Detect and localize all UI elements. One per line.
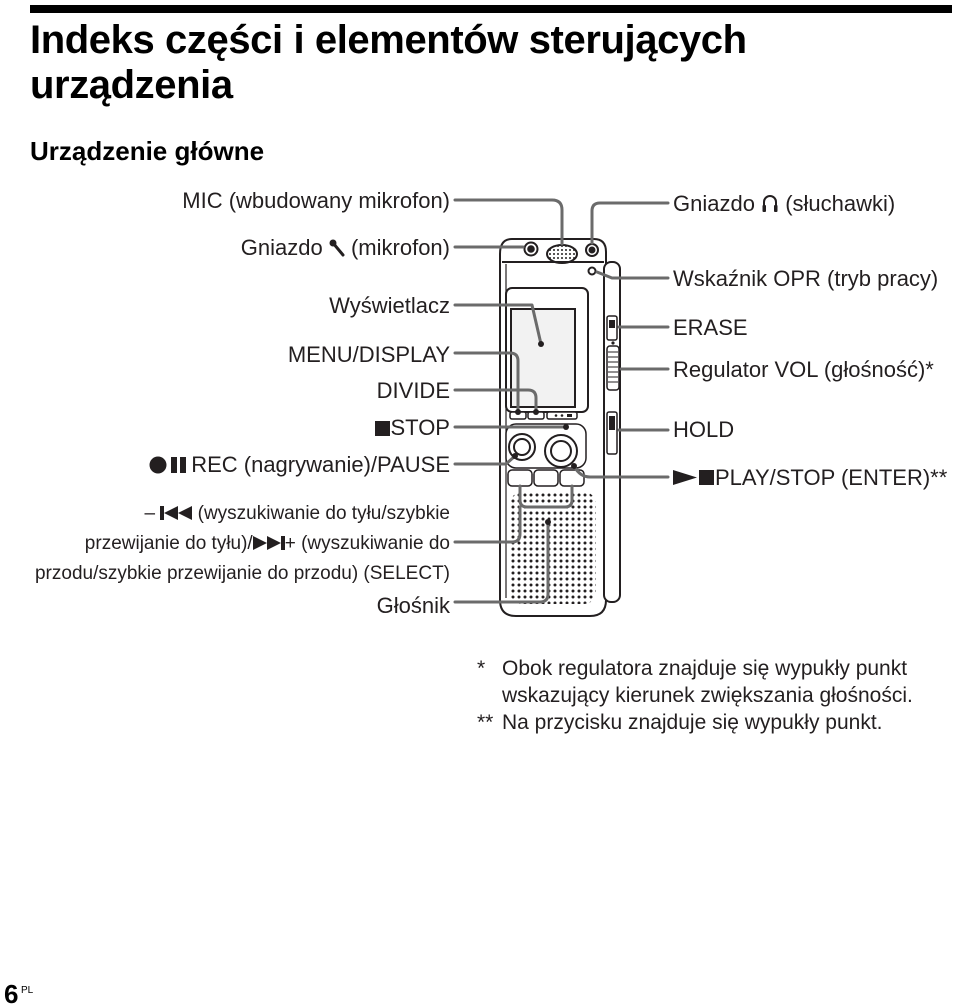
label-vol: Regulator VOL (głośność)* bbox=[673, 357, 934, 382]
footnote-1-text bbox=[502, 655, 913, 709]
label-play-stop-text: PLAY/STOP (ENTER)** bbox=[715, 465, 948, 490]
label-headphone-jack-before: Gniazdo bbox=[673, 191, 755, 216]
footnote-1-line-1: Obok regulatora znajduje się wypukły punkt bbox=[502, 657, 908, 680]
footnote-2 bbox=[477, 709, 883, 736]
label-headphone-jack bbox=[673, 191, 895, 217]
page-title-line-2: urządzenia bbox=[30, 63, 233, 107]
section-title: Urządzenie główne bbox=[30, 136, 265, 166]
center-key bbox=[534, 470, 558, 486]
footnote-1 bbox=[477, 655, 913, 709]
opr-indicator-led bbox=[589, 268, 596, 275]
label-select-line-2 bbox=[0, 529, 450, 559]
rewind-key bbox=[508, 470, 532, 486]
page-title-line-1: Indeks części i elementów sterujących bbox=[30, 18, 747, 62]
bottom-key-row bbox=[508, 470, 584, 486]
stop-icon bbox=[375, 421, 390, 436]
footnote-2-text bbox=[502, 709, 883, 736]
leader-headphone-jack bbox=[592, 203, 668, 243]
mic-jack-port bbox=[525, 243, 538, 256]
label-hold: HOLD bbox=[673, 417, 735, 442]
label-headphone-jack-after: (słuchawki) bbox=[785, 191, 896, 216]
display-screen bbox=[511, 309, 575, 407]
label-mic-jack bbox=[0, 235, 450, 261]
leader-mic bbox=[455, 200, 562, 244]
play-stop-key bbox=[545, 435, 577, 467]
previous-track-icon bbox=[160, 505, 192, 521]
label-display: Wyświetlacz bbox=[329, 293, 450, 318]
label-rec-pause bbox=[0, 452, 450, 478]
page-number: 6 bbox=[4, 979, 19, 1008]
label-mic-jack-before: Gniazdo bbox=[240, 235, 323, 260]
speaker-grille bbox=[510, 492, 596, 604]
label-mic: MIC (wbudowany mikrofon) bbox=[182, 188, 450, 213]
footnote-2-line-1: Na przycisku znajduje się wypukły punkt. bbox=[502, 711, 883, 734]
headphones-icon bbox=[761, 193, 779, 213]
erase-switch bbox=[607, 316, 617, 340]
label-divide: DIVIDE bbox=[376, 378, 450, 403]
label-stop bbox=[0, 415, 450, 441]
page-language: PL bbox=[21, 985, 34, 996]
microphone-icon bbox=[329, 239, 345, 257]
label-erase: ERASE bbox=[673, 315, 748, 340]
label-rec-pause-text: REC (nagrywanie)/PAUSE bbox=[191, 452, 450, 477]
label-select-minus: – bbox=[144, 503, 156, 524]
play-stop-icon bbox=[673, 469, 715, 486]
label-select-line-2-a: przewijanie do tyłu)/ bbox=[84, 533, 253, 554]
footnote-1-marker: * bbox=[477, 657, 486, 680]
label-select-line-2-b: + (wyszukiwanie do bbox=[284, 533, 450, 554]
built-in-mic-grille bbox=[547, 245, 577, 263]
label-mic-jack-after: (mikrofon) bbox=[350, 235, 450, 260]
label-select bbox=[0, 499, 450, 589]
label-select-line-1 bbox=[0, 499, 450, 529]
vol-wheel bbox=[607, 341, 619, 390]
label-select-line-3: przodu/szybkie przewijanie do przodu) (SELECT) bbox=[34, 563, 450, 584]
headphone-jack-port bbox=[586, 244, 598, 256]
footnote-2-marker: ** bbox=[477, 711, 494, 734]
label-speaker: Głośnik bbox=[376, 593, 450, 618]
footnote-1-line-2: wskazujący kierunek zwiększania głośności. bbox=[502, 684, 913, 707]
hold-switch bbox=[607, 412, 617, 454]
label-menu-display: MENU/DISPLAY bbox=[287, 342, 450, 367]
label-stop-text: STOP bbox=[390, 415, 450, 440]
next-track-icon bbox=[253, 535, 285, 551]
rec-pause-icon bbox=[149, 456, 191, 474]
label-play-stop bbox=[673, 465, 947, 491]
label-select-line-1-text: (wyszukiwanie do tyłu/szybkie bbox=[197, 503, 450, 524]
label-opr: Wskaźnik OPR (tryb pracy) bbox=[673, 266, 939, 291]
